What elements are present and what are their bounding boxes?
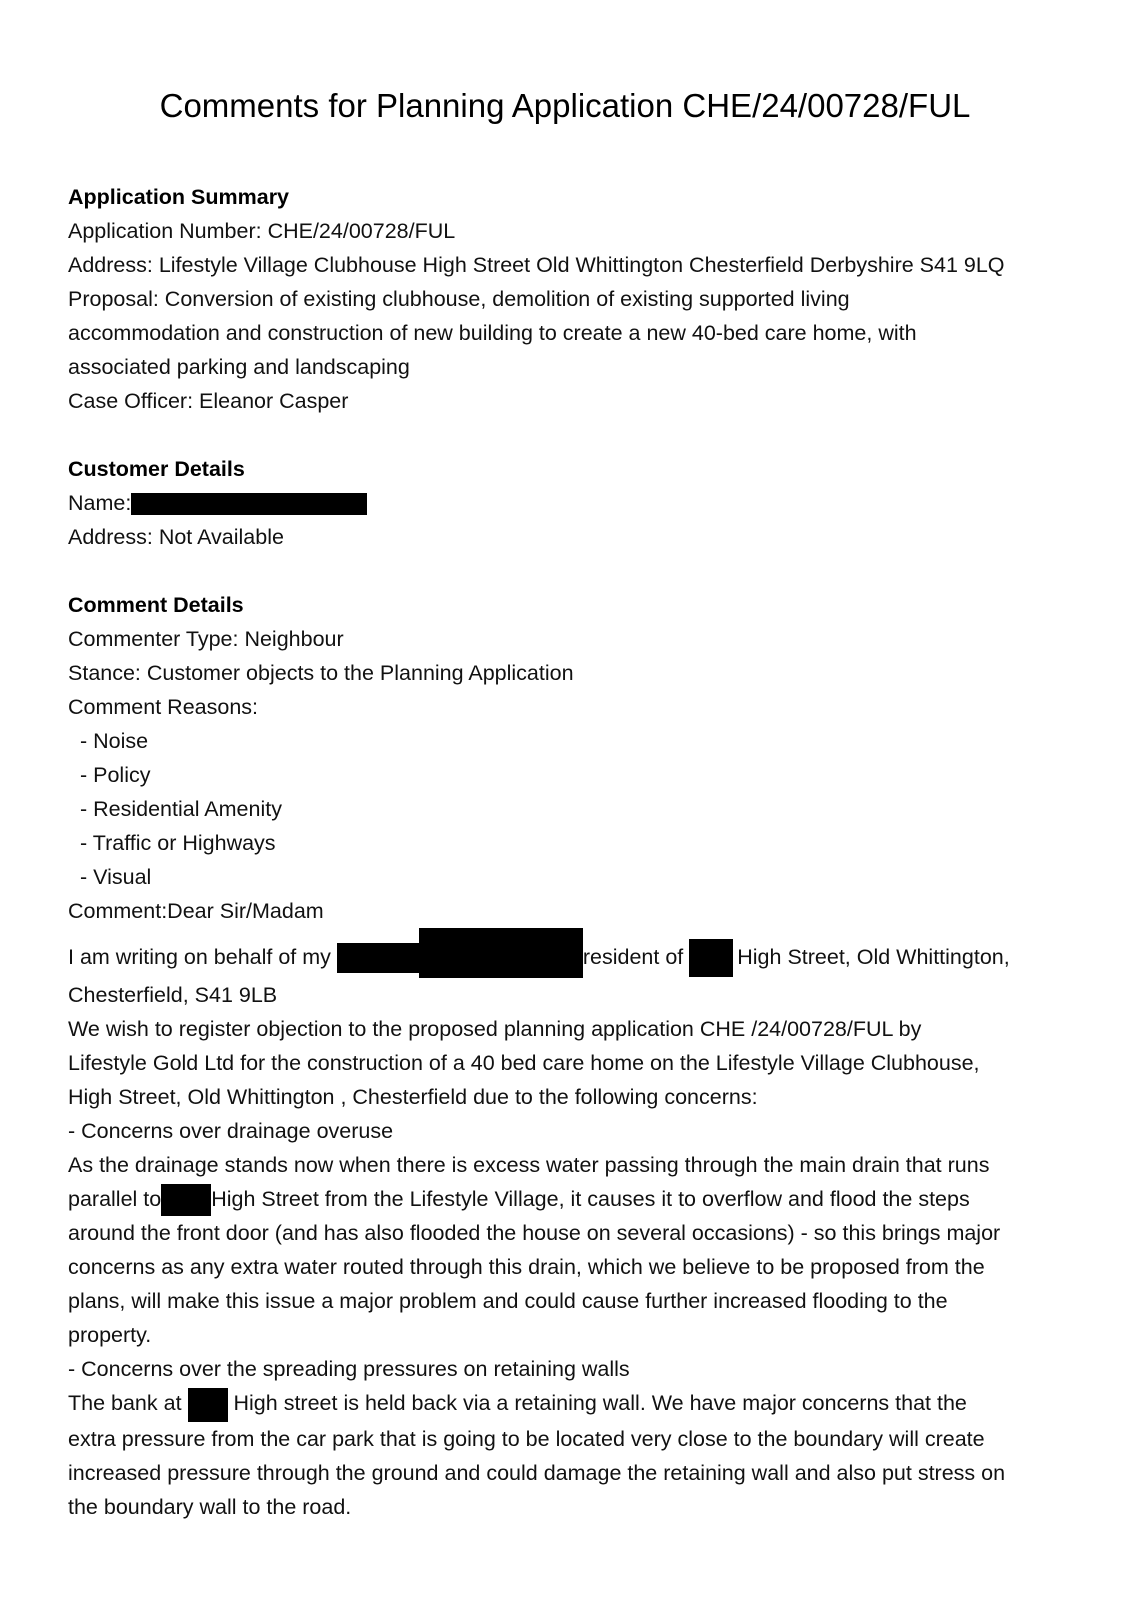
comment-reason-item: - Visual xyxy=(80,865,152,889)
concern-drainage-title: - Concerns over drainage overuse xyxy=(68,1119,394,1143)
comment-details-heading: Comment Details xyxy=(68,593,244,617)
objection-line-1: We wish to register objection to the proposed planning application CHE /24/00728/FUL by xyxy=(68,1017,922,1041)
drainage-text-1: parallel to xyxy=(68,1187,162,1211)
comment-intro: Comment:Dear Sir/Madam xyxy=(68,899,324,923)
document-body xyxy=(68,180,1068,1524)
comment-reason-item: - Traffic or Highways xyxy=(80,831,276,855)
proposal-line-1: Proposal: Conversion of existing clubhouse, demolition of existing supported living xyxy=(68,287,850,311)
retaining-line-2: extra pressure from the car park that is going to be located very close to the boundary will create xyxy=(68,1426,985,1451)
drainage-text-2: High Street from the Lifestyle Village, it causes it to overflow and flood the steps xyxy=(211,1187,970,1211)
application-summary-heading: Application Summary xyxy=(68,185,290,209)
drainage-line-1: As the drainage stands now when there is excess water passing through the main drain that runs xyxy=(68,1153,990,1177)
page-title: Comments for Planning Application CHE/24/00728/FUL xyxy=(159,87,971,124)
comment-reasons-label: Comment Reasons: xyxy=(68,695,258,719)
behalf-text-1: I am writing on behalf of my xyxy=(68,945,337,969)
redaction-bar xyxy=(689,939,733,977)
behalf-text-3: High Street, Old Whittington, xyxy=(737,945,1010,969)
redaction-bar xyxy=(188,1388,228,1422)
objection-line-3: High Street, Old Whittington , Chesterfield due to the following concerns: xyxy=(68,1085,758,1109)
drainage-line-6: property. xyxy=(68,1323,152,1348)
behalf-line-2: Chesterfield, S41 9LB xyxy=(68,983,278,1007)
commenter-type: Commenter Type: Neighbour xyxy=(68,627,344,651)
section-spacer xyxy=(68,554,1068,588)
behalf-text-2: resident of xyxy=(582,945,690,969)
drainage-line-5: plans, will make this issue a major problem and could cause further increased flooding to the xyxy=(68,1289,948,1314)
retaining-text-1: The bank at xyxy=(68,1391,188,1416)
case-officer: Case Officer: Eleanor Casper xyxy=(68,389,349,413)
comment-reason-item: - Noise xyxy=(80,729,149,753)
retaining-line-3: increased pressure through the ground and could damage the retaining wall and also put stress on xyxy=(68,1460,1006,1485)
redaction-bar xyxy=(419,928,583,978)
stance: Stance: Customer objects to the Planning Application xyxy=(68,661,574,685)
drainage-line-2 xyxy=(68,1182,1068,1216)
customer-name-row xyxy=(68,486,1068,520)
drainage-line-4: concerns as any extra water routed through this drain, which we believe to be proposed from the xyxy=(68,1255,985,1280)
drainage-line-3: around the front door (and has also flooded the house on several occasions) - so this brings major xyxy=(68,1221,1001,1246)
objection-line-2: Lifestyle Gold Ltd for the construction of a 40 bed care home on the Lifestyle Village Clubhouse, xyxy=(68,1051,980,1075)
application-address: Address: Lifestyle Village Clubhouse High Street Old Whittington Chesterfield Derbyshire S41 9LQ xyxy=(68,253,1005,277)
customer-name-label: Name: xyxy=(68,491,132,515)
retaining-text-2: High street is held back via a retaining wall. We have major concerns that the xyxy=(227,1391,967,1416)
comment-reason-item: - Residential Amenity xyxy=(80,797,282,821)
comment-reason-item: - Policy xyxy=(80,763,151,787)
redaction-bar xyxy=(131,493,367,515)
retaining-line-4: the boundary wall to the road. xyxy=(68,1494,352,1519)
section-spacer xyxy=(68,418,1068,452)
application-number: Application Number: CHE/24/00728/FUL xyxy=(68,219,456,243)
proposal-line-3: associated parking and landscaping xyxy=(68,355,410,379)
customer-address: Address: Not Available xyxy=(68,525,284,549)
behalf-line xyxy=(68,928,1068,978)
proposal-line-2: accommodation and construction of new building to create a new 40-bed care home, with xyxy=(68,321,917,345)
customer-details-heading: Customer Details xyxy=(68,457,245,481)
retaining-line-1 xyxy=(68,1386,1068,1421)
redaction-bar xyxy=(337,943,419,973)
redaction-bar xyxy=(161,1184,211,1216)
concern-retaining-title: - Concerns over the spreading pressures on retaining walls xyxy=(68,1357,630,1382)
